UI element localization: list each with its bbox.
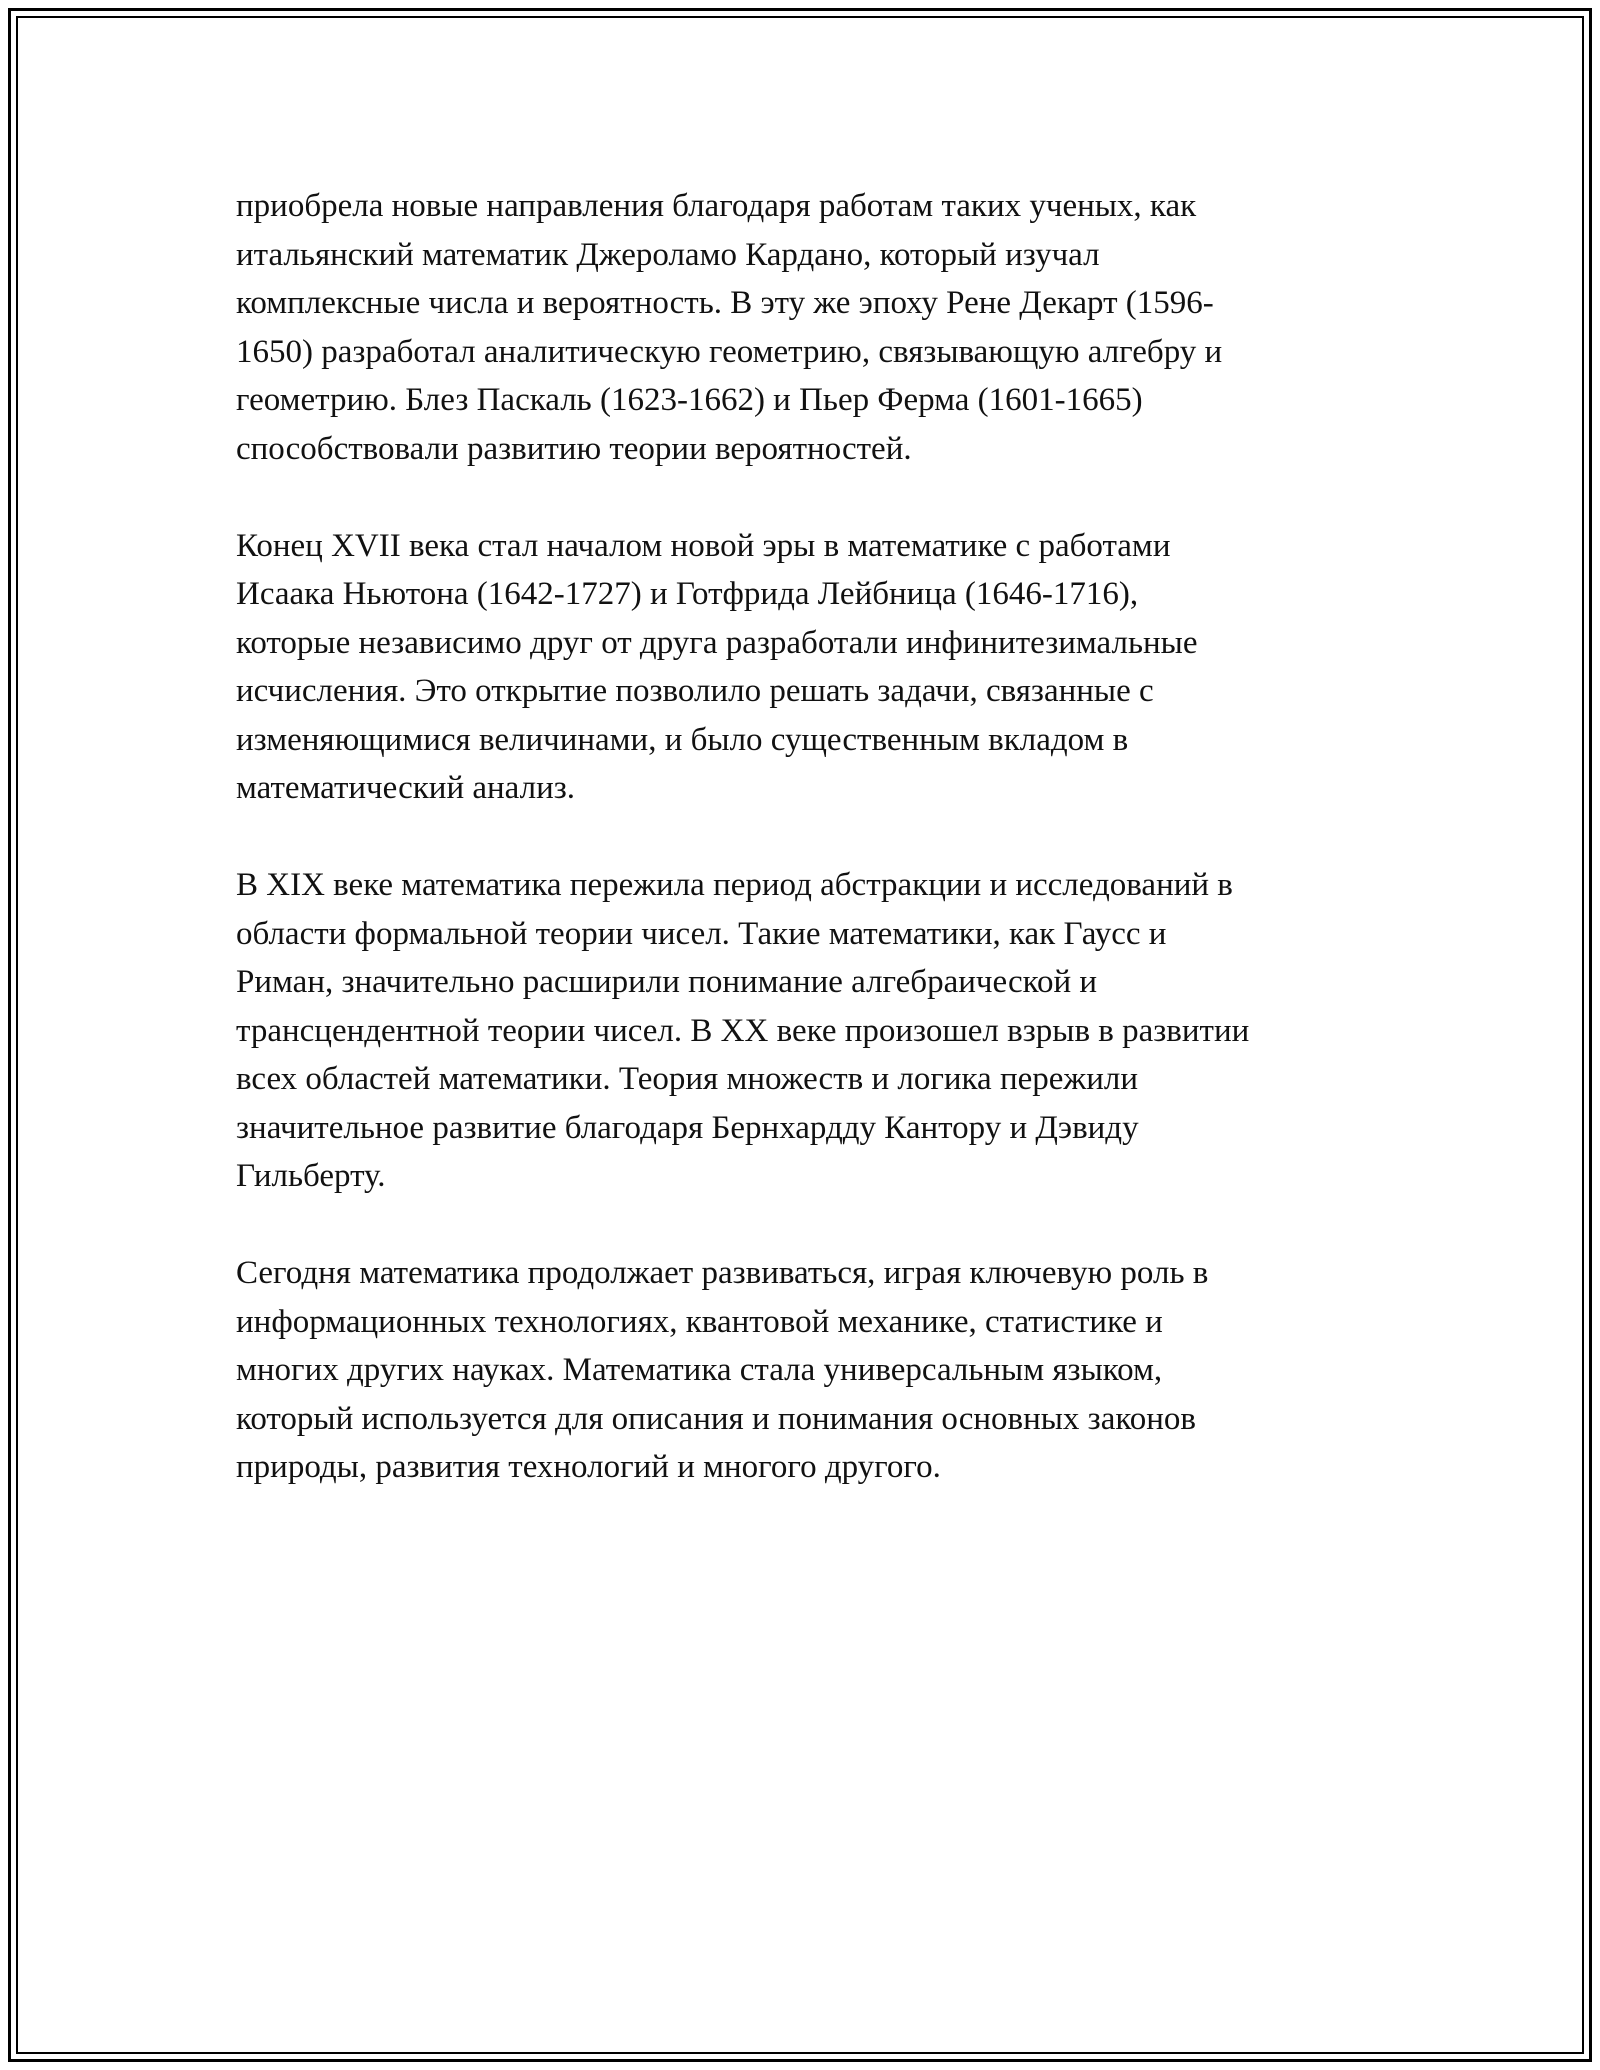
text-line: приобрела новые направления благодаря работам таких ученых, как: [236, 188, 1197, 224]
text-line: способствовали развитию теории вероятностей.: [236, 430, 912, 467]
text-line: которые независимо друг от друга разработали инфинитезимальные: [236, 624, 1198, 661]
paragraph-today: [236, 1249, 1376, 1492]
paragraph-calculus: [236, 522, 1376, 813]
text-line: итальянский математик Джероламо Кардано, который изучал: [236, 236, 1100, 273]
text-line: изменяющимися величинами, и было существенным вкладом в: [236, 721, 1129, 758]
text-line: многих других науках. Математика стала универсальным языком,: [236, 1352, 1163, 1388]
text-line: Конец XVII века стал началом новой эры в математике с работами: [236, 527, 1171, 564]
text-line: математический анализ.: [236, 770, 576, 806]
text-line: исчисления. Это открытие позволило решать задачи, связанные с: [236, 673, 1154, 709]
text-line: трансцендентной теории чисел. В XX веке произошел взрыв в развитии: [236, 1012, 1250, 1049]
text-line: комплексные числа и вероятность. В эту же эпоху Рене Декарт (1596-: [236, 285, 1214, 321]
text-line: Риман, значительно расширили понимание алгебраической и: [236, 964, 1098, 1000]
text-line: Сегодня математика продолжает развиваться, играя ключевую роль в: [236, 1255, 1209, 1291]
text-line: природы, развития технологий и многого другого.: [236, 1449, 941, 1485]
text-line: 1650) разработал аналитическую геометрию, связывающую алгебру и: [236, 333, 1223, 370]
text-line: области формальной теории чисел. Такие математики, как Гаусс и: [236, 915, 1167, 952]
text-line: всех областей математики. Теория множеств и логика пережили: [236, 1061, 1138, 1097]
text-line: который используется для описания и понимания основных законов: [236, 1400, 1196, 1437]
text-line: Исаака Ньютона (1642-1727) и Готфрида Лейбница (1646-1716),: [236, 576, 1139, 612]
text-line: геометрию. Блез Паскаль (1623-1662) и Пьер Ферма (1601-1665): [236, 382, 1143, 418]
text-line: информационных технологиях, квантовой механике, статистике и: [236, 1303, 1163, 1340]
paragraph-renaissance: [236, 182, 1376, 473]
text-line: значительное развитие благодаря Бернхардду Кантору и Дэвиду: [236, 1109, 1139, 1146]
text-line: В XIX веке математика пережила период абстракции и исследований в: [236, 867, 1233, 903]
document-body: [236, 182, 1376, 1540]
paragraph-19th-20th-century: [236, 861, 1376, 1201]
text-line: Гильберту.: [236, 1158, 386, 1194]
